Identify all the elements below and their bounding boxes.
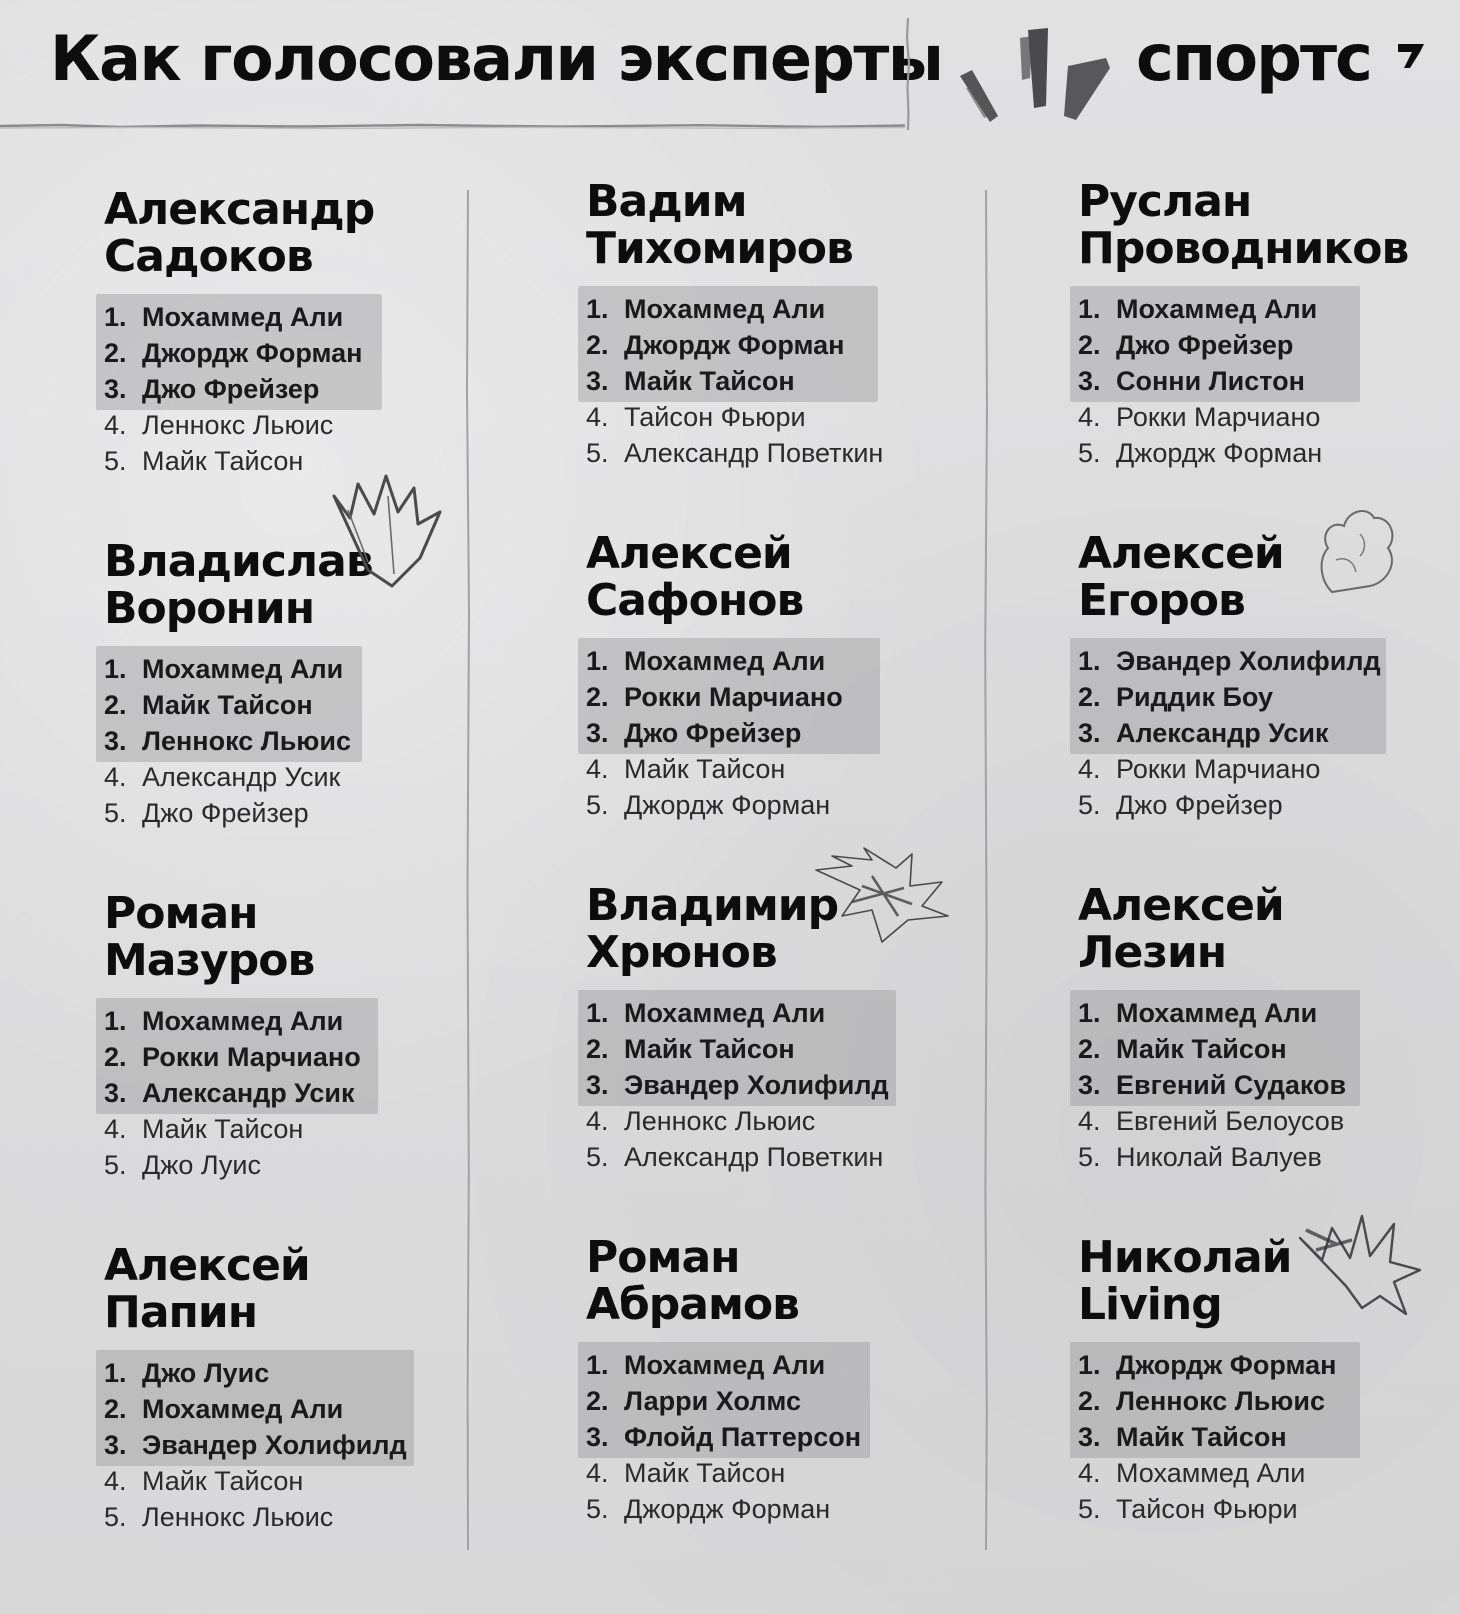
list-item: 2. Рокки Марчиано — [586, 682, 843, 712]
torn-divider-horizontal — [0, 122, 905, 130]
list-item: 1. Мохаммед Али — [104, 1006, 344, 1036]
ranking-list — [1078, 1347, 1460, 1527]
expert-card-sadokov — [104, 186, 524, 479]
list-item: 5. Джо Фрейзер — [1078, 790, 1283, 820]
expert-card-lezin — [1078, 882, 1460, 1175]
crown-doodle-icon — [328, 466, 448, 596]
list-item: 5. Александр Поветкин — [586, 438, 884, 468]
list-item: 2. Джордж Форман — [104, 338, 363, 368]
ranking-list — [1078, 643, 1460, 823]
list-item: 1. Мохаммед Али — [586, 294, 826, 324]
list-item: 2. Риддик Боу — [1078, 682, 1274, 712]
list-item: 1. Мохаммед Али — [104, 302, 344, 332]
page-title: Как голосовали эксперты — [50, 22, 943, 95]
list-item: 4. Александр Усик — [104, 762, 341, 792]
list-item: 1. Мохаммед Али — [1078, 998, 1318, 1028]
list-item: 4. Рокки Марчиано — [1078, 754, 1321, 784]
expert-card-safonov — [586, 530, 1006, 823]
list-item: 1. Мохаммед Али — [104, 654, 344, 684]
list-item: 5. Николай Валуев — [1078, 1142, 1322, 1172]
list-item: 2. Ларри Холмс — [586, 1386, 801, 1416]
expert-card-egorov — [1078, 530, 1460, 823]
expert-name: Владислав Воронин — [104, 536, 373, 634]
list-item: 5. Леннокс Льюис — [104, 1502, 334, 1532]
expert-card-voronin — [104, 538, 524, 831]
list-item: 4. Леннокс Льюис — [104, 410, 334, 440]
list-item: 3. Сонни Листон — [1078, 366, 1305, 396]
expert-name: Владимир Хрюнов — [586, 880, 839, 978]
torn-divider-vertical — [905, 18, 911, 130]
list-item: 5. Джордж Форман — [586, 790, 831, 820]
list-item: 2. Джо Фрейзер — [1078, 330, 1294, 360]
list-item: 5. Джо Фрейзер — [104, 798, 309, 828]
expert-name: Роман Мазуров — [104, 888, 315, 986]
expert-card-abramov — [586, 1234, 1006, 1527]
header — [0, 0, 1460, 130]
list-item: 2. Майк Тайсон — [586, 1034, 795, 1064]
list-item: 3. Джо Фрейзер — [586, 718, 802, 748]
ranking-list — [104, 299, 524, 479]
crown-outline-doodle-icon — [1296, 1210, 1426, 1320]
ranking-list — [1078, 291, 1460, 471]
list-item: 3. Майк Тайсон — [586, 366, 795, 396]
expert-name: Алексей Егоров — [1078, 528, 1284, 626]
brush-strokes-icon — [950, 18, 1120, 130]
list-item: 4. Леннокс Льюис — [586, 1106, 816, 1136]
list-item: 3. Леннокс Льюис — [104, 726, 351, 756]
ranking-list — [586, 291, 1006, 471]
list-item: 1. Мохаммед Али — [586, 998, 826, 1028]
expert-name: Роман Абрамов — [586, 1232, 799, 1330]
list-item: 2. Джордж Форман — [586, 330, 845, 360]
list-item: 4. Майк Тайсон — [586, 1458, 786, 1488]
expert-name: Алексей Сафонов — [586, 528, 804, 626]
list-item: 5. Александр Поветкин — [586, 1142, 884, 1172]
list-item: 4. Майк Тайсон — [104, 1466, 304, 1496]
list-item: 3. Александр Усик — [104, 1078, 355, 1108]
expert-name: Вадим Тихомиров — [586, 176, 853, 274]
list-item: 4. Майк Тайсон — [104, 1114, 304, 1144]
list-item: 2. Майк Тайсон — [1078, 1034, 1287, 1064]
list-item: 5. Майк Тайсон — [104, 446, 304, 476]
list-item: 2. Леннокс Льюис — [1078, 1386, 1325, 1416]
brand-logo[interactable]: спортс — [1136, 22, 1371, 96]
list-item: 2. Майк Тайсон — [104, 690, 313, 720]
expert-name: Алексей Лезин — [1078, 880, 1284, 978]
list-item: 2. Мохаммед Али — [104, 1394, 344, 1424]
expert-card-provodnikov — [1078, 178, 1460, 471]
ranking-list — [104, 651, 524, 831]
list-item: 4. Тайсон Фьюри — [586, 402, 806, 432]
list-item: 1. Мохаммед Али — [586, 1350, 826, 1380]
ranking-list — [104, 1355, 524, 1535]
expert-card-tikhomirov — [586, 178, 1006, 471]
list-item: 4. Майк Тайсон — [586, 754, 786, 784]
list-item: 3. Александр Усик — [1078, 718, 1329, 748]
expert-card-mazurov — [104, 890, 524, 1183]
expert-name: Руслан Проводников — [1078, 176, 1409, 274]
ranking-list — [586, 1347, 1006, 1527]
list-item: 3. Эвандер Холифилд — [104, 1430, 407, 1460]
ranking-list — [104, 1003, 524, 1183]
expert-name: Александр Садоков — [104, 184, 375, 282]
expert-card-papin — [104, 1242, 524, 1535]
list-item: 5. Тайсон Фьюри — [1078, 1494, 1298, 1524]
ranking-list — [586, 995, 1006, 1175]
ranking-list — [586, 643, 1006, 823]
glove-doodle-icon — [1312, 500, 1402, 600]
list-item: 1. Джо Луис — [104, 1358, 270, 1388]
list-item: 1. Мохаммед Али — [586, 646, 826, 676]
list-item: 4. Евгений Белоусов — [1078, 1106, 1345, 1136]
list-item: 5. Джо Луис — [104, 1150, 261, 1180]
list-item: 1. Джордж Форман — [1078, 1350, 1337, 1380]
list-item: 5. Джордж Форман — [1078, 438, 1323, 468]
list-item: 1. Мохаммед Али — [1078, 294, 1318, 324]
ranking-list — [1078, 995, 1460, 1175]
list-item: 3. Евгений Судаков — [1078, 1070, 1347, 1100]
expert-name: Николай Living — [1078, 1232, 1292, 1330]
list-item: 1. Эвандер Холифилд — [1078, 646, 1381, 676]
list-item: 3. Флойд Паттерсон — [586, 1422, 862, 1452]
scribble-doodle-icon — [812, 846, 952, 946]
list-item: 3. Эвандер Холифилд — [586, 1070, 889, 1100]
list-item: 5. Джордж Форман — [586, 1494, 831, 1524]
list-item: 3. Майк Тайсон — [1078, 1422, 1287, 1452]
expert-name: Алексей Папин — [104, 1240, 310, 1338]
logo-tick-icon — [1396, 42, 1426, 70]
list-item: 3. Джо Фрейзер — [104, 374, 320, 404]
list-item: 4. Мохаммед Али — [1078, 1458, 1306, 1488]
list-item: 2. Рокки Марчиано — [104, 1042, 361, 1072]
list-item: 4. Рокки Марчиано — [1078, 402, 1321, 432]
